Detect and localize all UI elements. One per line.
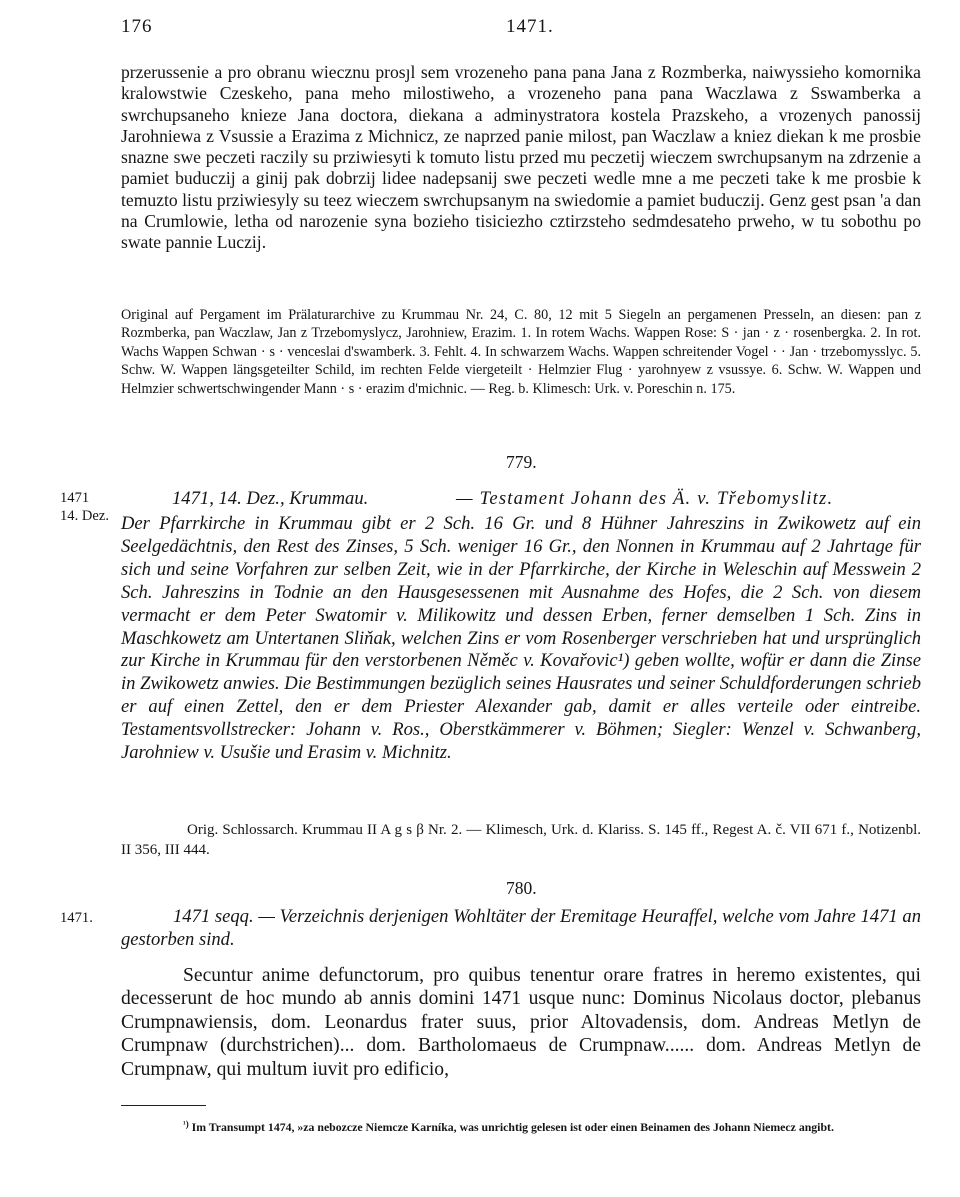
- footnote-marker: ¹): [183, 1119, 189, 1129]
- document-3-title: 1471 seqq. — Verzeichnis derjenigen Wohltäter der Eremitage Heuraffel, welche vom Jahre 1471 an gestorben sind.: [121, 906, 921, 950]
- footnote-text: Im Transumpt 1474, »za nebozcze Niemcze Karníka, was unrichtig gelesen ist oder einen Beinamen des Johann Niemecz angibt.: [191, 1120, 834, 1134]
- document-3-margin-date: 1471.: [60, 910, 93, 926]
- document-2-regest: Der Pfarrkirche in Krummau gibt er 2 Sch. 16 Gr. und 8 Hühner Jahreszins in Zwikowetz auf ein Seelgedächtnis, den Rest des Zinses, 5 Sch. weniger 16 Gr., den Nonnen in Krummau auf 2 Jahrtage für sich und seine Vorfahren zur selben Zeit, wie in der Pfarrkirche, der Kirche in Weleschin auf Messwein 2 Sch. Jahreszins in Todnie an den Hausgesessenen mit Ausnahme des Hofes, die 2 Sch. von diesem vermacht er dem Peter Swatomir v. Milikowitz und dessen Erben, ferner demselben 1 Sch. Zins in Maschkowetz am Untertanen Sliňak, welchen Zins er vom Rosenberger verschrieben hat und ursprünglich zur Kirche in Krummau für den verstorbenen Něměc v. Kovařovic¹) geben wollte, wofür er dann die Zinse in Zwikowetz anwies. Die Bestimmungen bezüglich seines Hausrates und seiner Schuldforderungen schrieb er auf einen Zettel, den er dem Priester Alexander gab, damit er alles verteile oder eintreibe. Testamentsvollstrecker: Johann v. Ros., Oberstkämmerer v. Böhmen; Siegler: Wenzel v. Schwanberg, Jarohniew v. Usušie und Erasim v. Michnitz.: [121, 513, 921, 764]
- document-2-margin-date-year: 1471: [60, 490, 90, 506]
- document-1-note: Original auf Pergament im Prälaturarchive zu Krummau Nr. 24, C. 80, 12 mit 5 Siegeln an pergamenen Presseln, an diesen: pan z Rozmberka, pan Waczlaw, Jan z Trzebomyslycz, Jarohniew, Erazim. 1. In rotem Wachs. Wappen Rose: S · jan · z · rosenbergka. 2. In rot. Wachs Wappen Schwan · s · venceslai d'swamberk. 3. Fehlt. 4. In schwarzem Wachs. Wappen schreitender Vogel · · Jan · trzebomysslyc. 5. Schw. W. Wappen längsgeteilter Schild, im rechten Felde viergeteilt · Helmzier Flug · yarohnyew z vsussye. 6. Schw. W. Wappen und Helmzier schwertschwingender Mann · s · erazim d'michnic. — Reg. b. Klimesch: Urk. v. Poreschin n. 175.: [121, 307, 921, 397]
- document-2-title-text: — Testament Johann des Ä. v. Třebomyslitz.: [456, 488, 834, 509]
- document-2-margin-date-day: 14. Dez.: [60, 508, 110, 524]
- document-3-number: 780.: [506, 878, 537, 898]
- page-number: 176: [121, 16, 153, 37]
- running-head-year: 1471.: [506, 16, 554, 37]
- footnote-rule: [121, 1105, 206, 1106]
- document-2-number: 779.: [506, 452, 537, 472]
- document-2-title-date: 1471, 14. Dez., Krummau.: [172, 488, 369, 509]
- document-1-paragraph: przerussenie a pro obranu wiecznu prosȷl sem vrozeneho pana pana Jana z Rozmberka, naiwyssieho komornika kralowstwie Czeskeho, pana meho milostiweho, a vrozeneho pana pana Waczlawa z Sswamberka a swrchupsaneho knieze Jana doctora, diekana a adminystratora kostela Prazskeho, a vrozenych panossij Jarohniewa z Vsussie a Erazima z Michnicz, ze naprzed panie milost, pan Waczlaw a kniez diekan k me prosbie snazne swe peczeti raczily su prziwiesyti k tomuto listu przed mu peczetij wieczem swrchupsanym na zdrzenie a pamiet buduczij a ginij pak dobrzij lidee nadepsanij swe peczeti wedle mne a me peczeti take k me prosbie k temuzto listu prziwiesyly su teez wieczem swrchupsanym na swiedomie a pamiet buduczij. Genz gest psan 'a dan na Crumlowie, letha od narozenie syna bozieho tisiciezho cztirzsteho sedmdesateho prweho, w tu sobothu po swate pannie Luczij.: [121, 62, 921, 253]
- document-2-note: Orig. Schlossarch. Krummau II A g s β Nr. 2. — Klimesch, Urk. d. Klariss. S. 145 ff., Regest A. č. VII 671 f., Notizenbl. II 356, III 444.: [121, 822, 921, 858]
- footnote: [121, 1117, 921, 1136]
- document-3-paragraph: Secuntur anime defunctorum, pro quibus tenentur orare fratres in heremo existentes, qui decesserunt de hoc mundo ab annis domini 1471 usque nunc: Dominus Nicolaus doctor, plebanus Crumpnawiensis, dom. Leonardus frater suus, prior Altovadensis, dom. Andreas Metlyn de Crumpnaw (durchstrichen)... dom. Bartholomaeus de Crumpnaw...... dom. Andreas Metlyn de Crumpnaw, qui multum iuvit pro edificio,: [121, 965, 921, 1080]
